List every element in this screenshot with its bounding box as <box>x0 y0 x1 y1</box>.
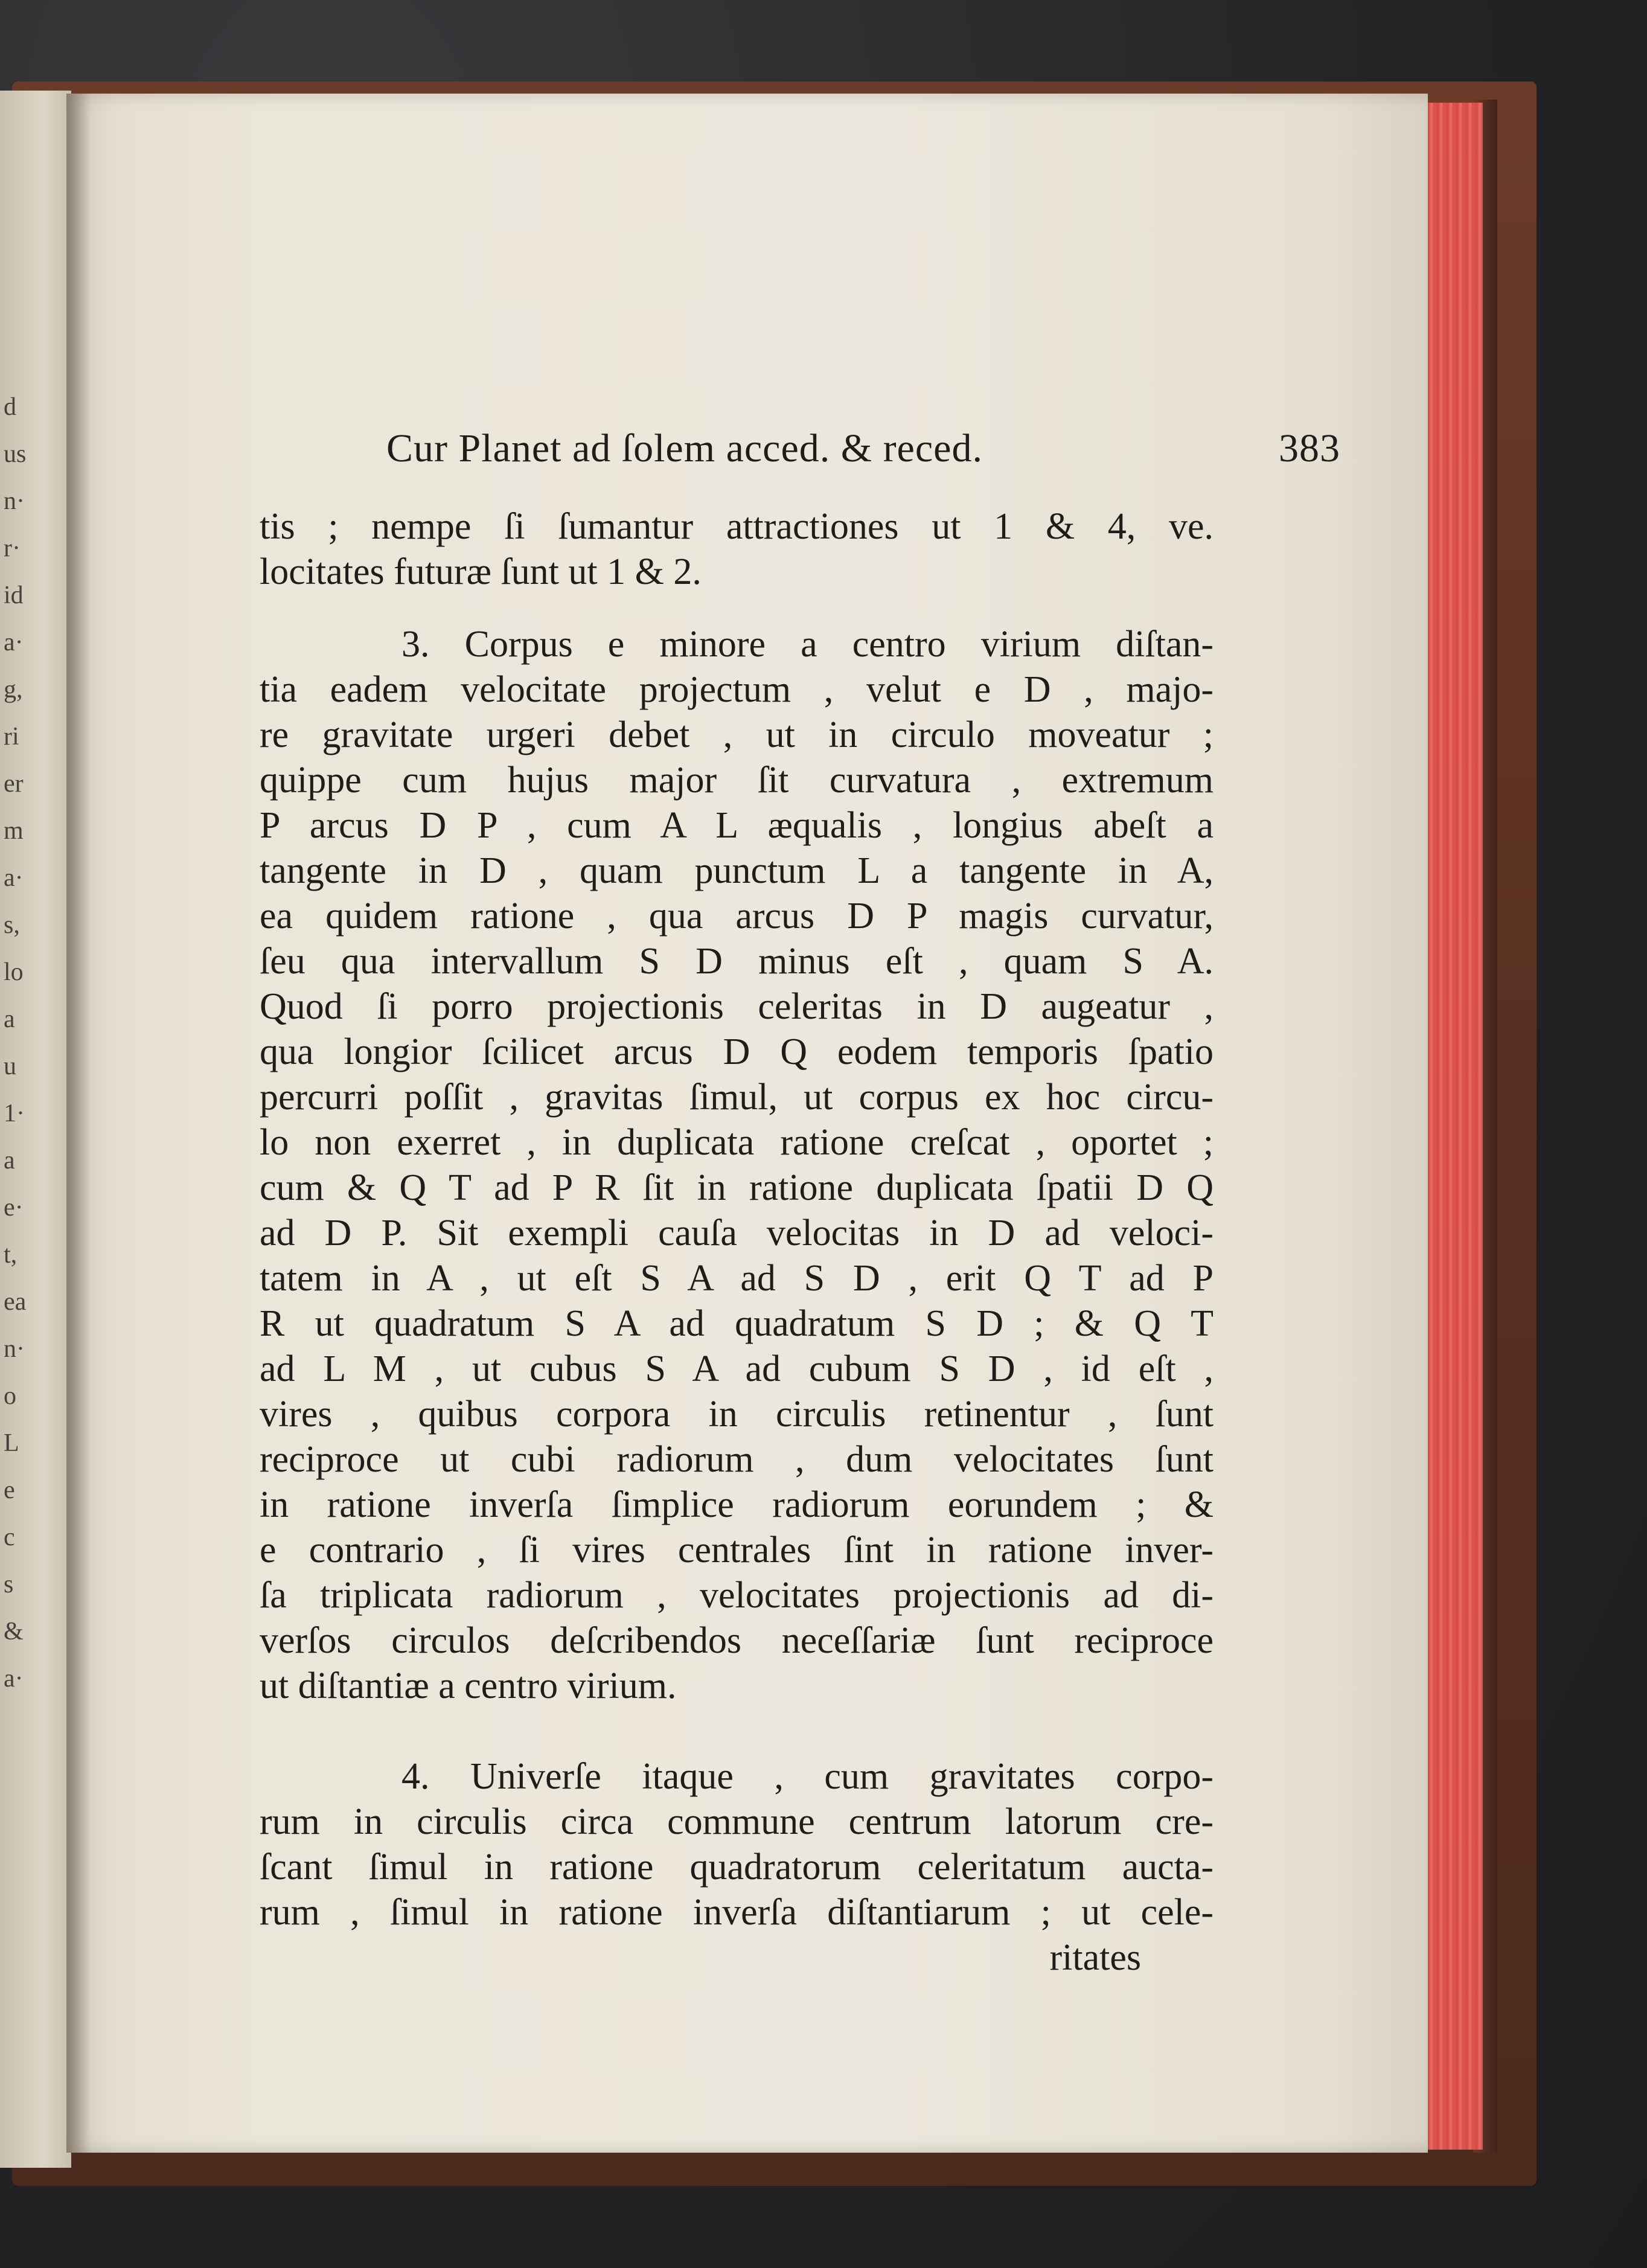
book-page <box>66 94 1428 2153</box>
left-page-fragment: s, <box>4 911 20 939</box>
text-line: ea quidem ratione , qua arcus D P magis curvatur, <box>260 895 1214 937</box>
text-line: Quod ſi porro projectionis celeritas in D augeatur , <box>260 986 1214 1027</box>
text-line: vires , quibus corpora in circulis retinentur , ſunt <box>260 1394 1214 1435</box>
left-page-fragment: n· <box>4 487 25 515</box>
text-line: tatem in A , ut eſt S A ad S D , erit Q T ad P <box>260 1258 1214 1299</box>
text-line: 3. Corpus e minore a centro virium diſtan- <box>401 624 1214 665</box>
left-page-fragment: t, <box>4 1241 18 1269</box>
paragraph-2 <box>260 622 1214 1709</box>
text-line: R ut quadratum S A ad quadratum S D ; & Q T <box>260 1303 1214 1344</box>
left-page-fragment: s <box>4 1571 14 1598</box>
text-line: in ratione inverſa ſimplice radiorum eorundem ; & <box>260 1484 1214 1525</box>
text-line: lo non exerret , in duplicata ratione creſcat , oportet ; <box>260 1122 1214 1163</box>
left-page-fragment: 1· <box>4 1100 25 1127</box>
left-page-fragment: e <box>4 1476 15 1504</box>
left-page-fragment: a· <box>4 864 24 892</box>
text-line: cum & Q T ad P R ſit in ratione duplicata ſpatii D Q <box>260 1167 1214 1208</box>
text-line: percurri poſſit , gravitas ſimul, ut corpus ex hoc circu- <box>260 1077 1214 1118</box>
left-page-fragment: r· <box>4 534 21 562</box>
paragraph-1 <box>260 504 1214 595</box>
left-page-fragment: e· <box>4 1194 24 1222</box>
left-page-fragment: L <box>4 1429 19 1457</box>
left-page-fragment: us <box>4 440 27 468</box>
left-page-fragment: id <box>4 581 24 609</box>
text-line: qua longior ſcilicet arcus D Q eodem temporis ſpatio <box>260 1031 1214 1072</box>
left-page-fragment: a· <box>4 1665 24 1693</box>
text-line: rum , ſimul in ratione inverſa diſtantiarum ; ut cele- <box>260 1892 1214 1933</box>
text-line: P arcus D P , cum A L æqualis , longius abeſt a <box>260 805 1214 846</box>
text-line: ſeu qua intervallum S D minus eſt , quam S A. <box>260 941 1214 982</box>
gutter-shadow <box>66 94 91 2153</box>
running-head-title: Cur Planet ad ſolem acced. & reced. <box>386 426 983 470</box>
left-page-fragment: g, <box>4 676 23 703</box>
left-page-fragment: n· <box>4 1335 25 1363</box>
text-line: tangente in D , quam punctum L a tangente in A, <box>260 850 1214 891</box>
left-page-fragment: u <box>4 1052 16 1080</box>
left-page-fragment: o <box>4 1382 16 1410</box>
body-text <box>260 504 1214 1981</box>
left-page-fragment: lo <box>4 958 24 986</box>
text-line: reciproce ut cubi radiorum , dum velocitates ſunt <box>260 1439 1214 1480</box>
left-page-fragment: & <box>4 1618 24 1645</box>
catchword: ritates <box>1049 1937 1141 1978</box>
left-page-fragment: d <box>4 393 16 421</box>
left-page-fragment: a <box>4 1147 15 1174</box>
paragraph-3 <box>260 1754 1214 1935</box>
text-line: ad L M , ut cubus S A ad cubum S D , id eſt , <box>260 1348 1214 1389</box>
page-number: 383 <box>1279 426 1340 470</box>
left-page-fragment: a· <box>4 629 24 656</box>
text-line: ſcant ſimul in ratione quadratorum celeritatum aucta- <box>260 1847 1214 1888</box>
text-line: re gravitate urgeri debet , ut in circulo moveatur ; <box>260 714 1214 755</box>
text-line: ad D P. Sit exempli cauſa velocitas in D ad veloci- <box>260 1212 1214 1254</box>
left-page-fragment: a <box>4 1005 15 1033</box>
text-line: e contrario , ſi vires centrales ſint in ratione inver- <box>260 1530 1214 1571</box>
left-page-fragment: ea <box>4 1288 27 1316</box>
running-head <box>386 420 1340 480</box>
left-page-fragment: er <box>4 770 24 798</box>
text-line: tia eadem velocitate projectum , velut e D , majo- <box>260 669 1214 710</box>
text-line: quippe cum hujus major ſit curvatura , extremum <box>260 760 1214 801</box>
text-line: tis ; nempe ſi ſumantur attractiones ut 1 & 4, ve. <box>260 506 1214 547</box>
text-line: ut diſtantiæ a centro virium. <box>260 1665 677 1706</box>
left-page-fragment: c <box>4 1523 15 1551</box>
left-facing-page <box>0 91 71 2168</box>
text-line: locitates futuræ ſunt ut 1 & 2. <box>260 551 702 592</box>
left-page-fragment: ri <box>4 723 19 751</box>
text-line: rum in circulis circa commune centrum latorum cre- <box>260 1801 1214 1842</box>
text-line: 4. Univerſe itaque , cum gravitates corpo- <box>401 1756 1214 1797</box>
text-line: verſos circulos deſcribendos neceſſariæ ſunt reciproce <box>260 1620 1214 1661</box>
text-line: ſa triplicata radiorum , velocitates projectionis ad di- <box>260 1575 1214 1616</box>
left-page-fragment: m <box>4 817 24 845</box>
